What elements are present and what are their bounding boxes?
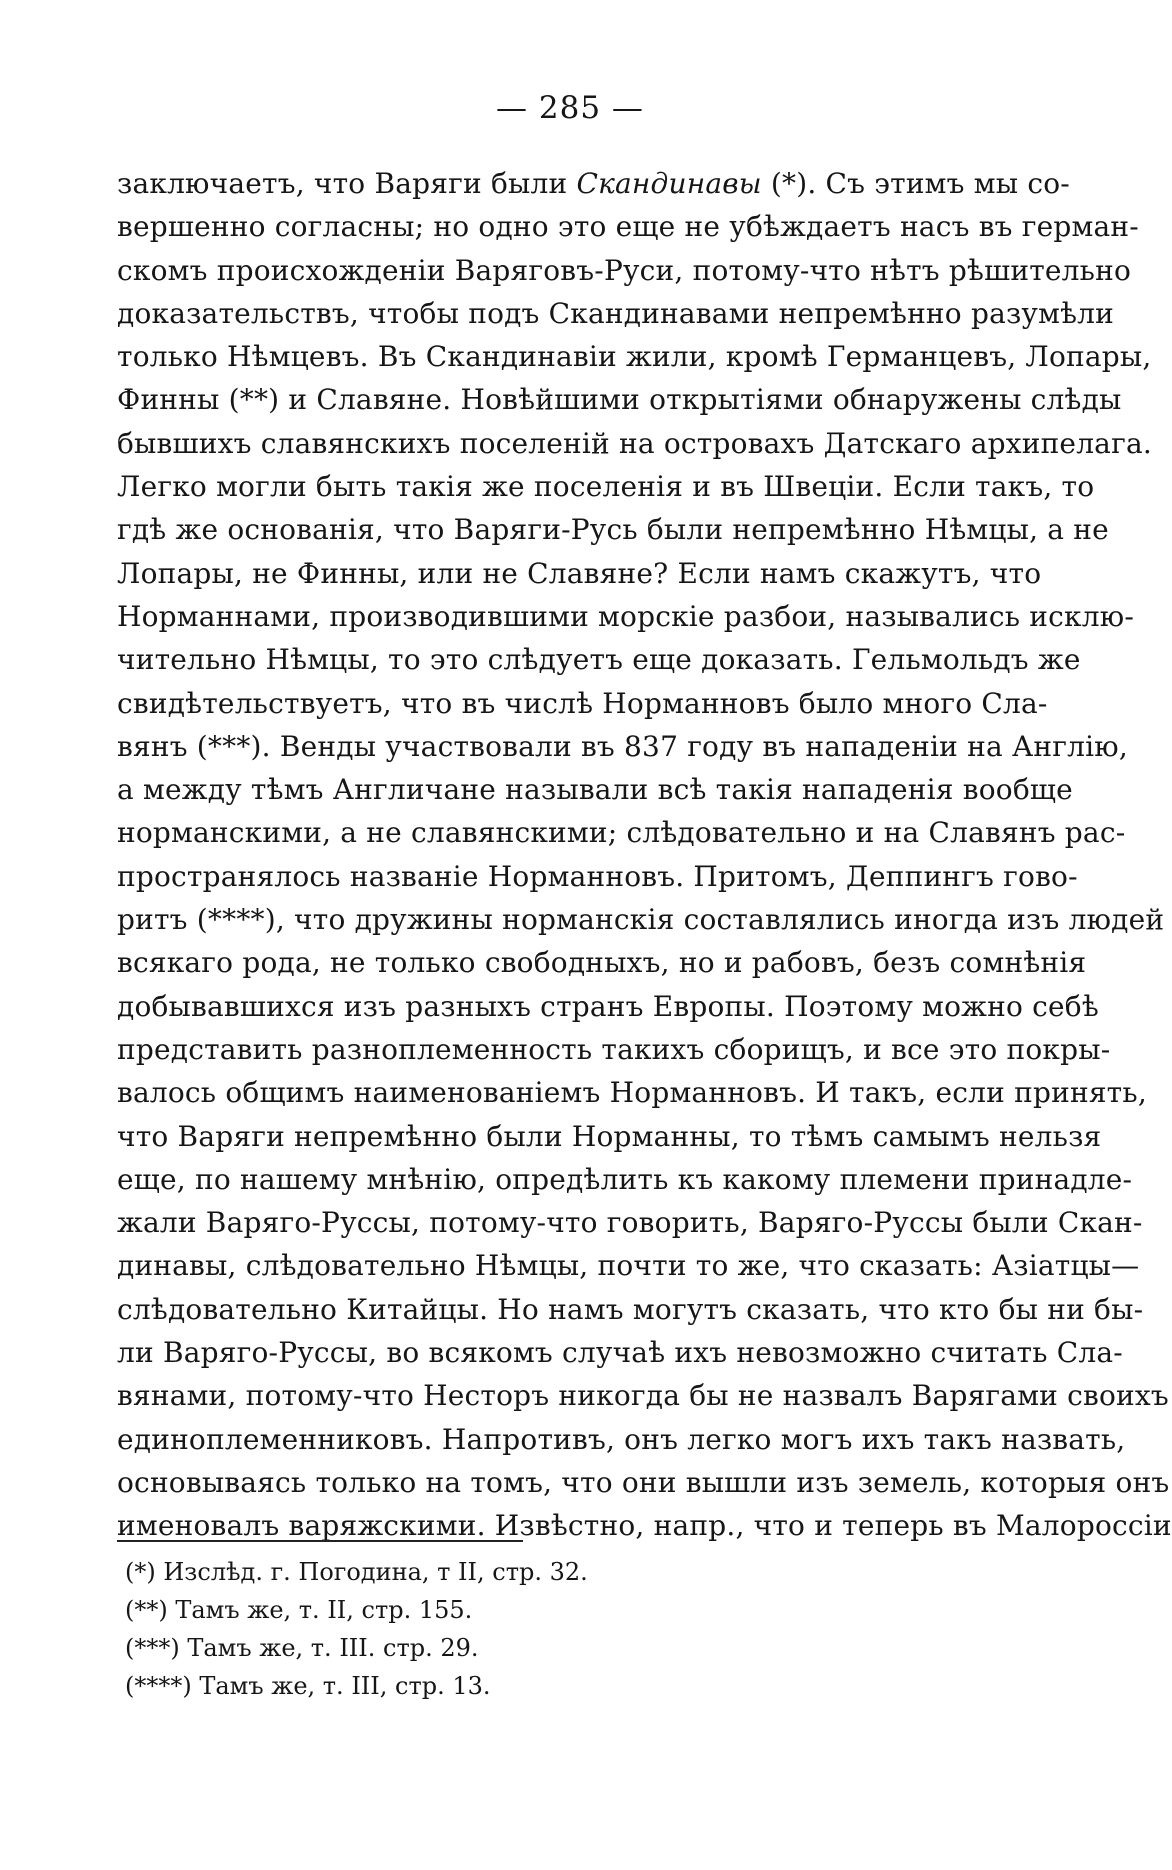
footnote: (****) Тамъ же, т. III, стр. 13. — [125, 1672, 491, 1700]
footnote: (**) Тамъ же, т. II, стр. 155. — [125, 1596, 473, 1624]
text-line: скомъ происхожденіи Варяговъ-Руси, потому-что нѣтъ рѣшительно — [117, 253, 1132, 287]
text-line: Лопары, не Финны, или не Славяне? Если намъ скажутъ, что — [117, 556, 1042, 590]
text-line: еще, по нашему мнѣнію, опредѣлить къ какому племени принадле- — [117, 1162, 1133, 1196]
text-line: именовалъ варяжскими. Извѣстно, напр., что и теперь въ Малороссіи — [117, 1509, 1172, 1543]
text-line: ли Варяго-Руссы, во всякомъ случаѣ ихъ невозможно считать Сла- — [117, 1336, 1123, 1370]
text-line: доказательствъ, чтобы подъ Скандинавами непремѣнно разумѣли — [117, 296, 1115, 330]
text-line: жали Варяго-Руссы, потому-что говорить, Варяго-Руссы были Скан- — [117, 1206, 1143, 1240]
text-run: заключаетъ, что Варяги были — [117, 167, 577, 200]
text-line: Финны (**) и Славяне. Новѣйшими открытіями обнаружены слѣды — [117, 383, 1122, 417]
text-line: валось общимъ наименованіемъ Норманновъ. И такъ, если принять, — [117, 1076, 1147, 1110]
text-line: вянами, потому-что Несторъ никогда бы не назвалъ Варягами своихъ — [117, 1379, 1169, 1413]
text-line: свидѣтельствуетъ, что въ числѣ Норманновъ было много Сла- — [117, 686, 1048, 720]
text-line: пространялось названіе Норманновъ. Притомъ, Деппингъ гово- — [117, 859, 1078, 893]
text-line: вянъ (***). Венды участвовали въ 837 году въ нападеніи на Англію, — [117, 729, 1128, 763]
text-line: гдѣ же основанія, что Варяги-Русь были непремѣнно Нѣмцы, а не — [117, 513, 1109, 547]
text-line: вершенно согласны; но одно это еще не убѣждаетъ насъ въ герман- — [117, 210, 1139, 244]
footnote: (*) Изслѣд. г. Погодина, т II, стр. 32. — [125, 1558, 588, 1586]
text-line: динавы, слѣдовательно Нѣмцы, почти то же, что сказать: Азіатцы— — [117, 1249, 1140, 1283]
text-line: чительно Нѣмцы, то это слѣдуетъ еще доказать. Гельмольдъ же — [117, 643, 1081, 677]
italic-term: Скандинавы — [576, 167, 762, 200]
text-line: представить разноплеменность такихъ сборищъ, и все это покры- — [117, 1032, 1111, 1066]
text-line — [117, 162, 1070, 205]
body-text — [117, 162, 1172, 1548]
text-line: Легко могли быть такія же поселенія и въ Швеціи. Если такъ, то — [117, 470, 1095, 504]
page-number: — 285 — — [496, 90, 644, 126]
footnote: (***) Тамъ же, т. III. стр. 29. — [125, 1634, 479, 1662]
text-line: всякаго рода, не только свободныхъ, но и рабовъ, безъ сомнѣнія — [117, 946, 1087, 980]
text-line: ритъ (****), что дружины норманскія составлялись иногда изъ людей — [117, 903, 1165, 937]
text-line: основываясь только на томъ, что они вышли изъ земель, которыя онъ — [117, 1465, 1170, 1499]
text-line: что Варяги непремѣнно были Норманны, то тѣмъ самымъ нельзя — [117, 1119, 1102, 1153]
text-line: слѣдовательно Китайцы. Но намъ могутъ сказать, что кто бы ни бы- — [117, 1292, 1144, 1326]
text-line: норманскими, а не славянскими; слѣдовательно и на Славянъ рас- — [117, 816, 1126, 850]
text-line: а между тѣмъ Англичане называли всѣ такія нападенія вообще — [117, 773, 1073, 807]
text-run: (*). Съ этимъ мы со- — [761, 167, 1070, 200]
text-line: добывавшихся изъ разныхъ странъ Европы. Поэтому можно себѣ — [117, 989, 1099, 1023]
text-line: Норманнами, производившими морскіе разбои, назывались исклю- — [117, 599, 1134, 633]
footnotes — [125, 1553, 725, 1705]
footnote-divider — [117, 1540, 523, 1542]
text-line: только Нѣмцевъ. Въ Скандинавіи жили, кромѣ Германцевъ, Лопары, — [117, 340, 1152, 374]
text-line: бывшихъ славянскихъ поселеній на островахъ Датскаго архипелага. — [117, 426, 1152, 460]
text-line: единоплеменниковъ. Напротивъ, онъ легко могъ ихъ такъ назвать, — [117, 1422, 1126, 1456]
